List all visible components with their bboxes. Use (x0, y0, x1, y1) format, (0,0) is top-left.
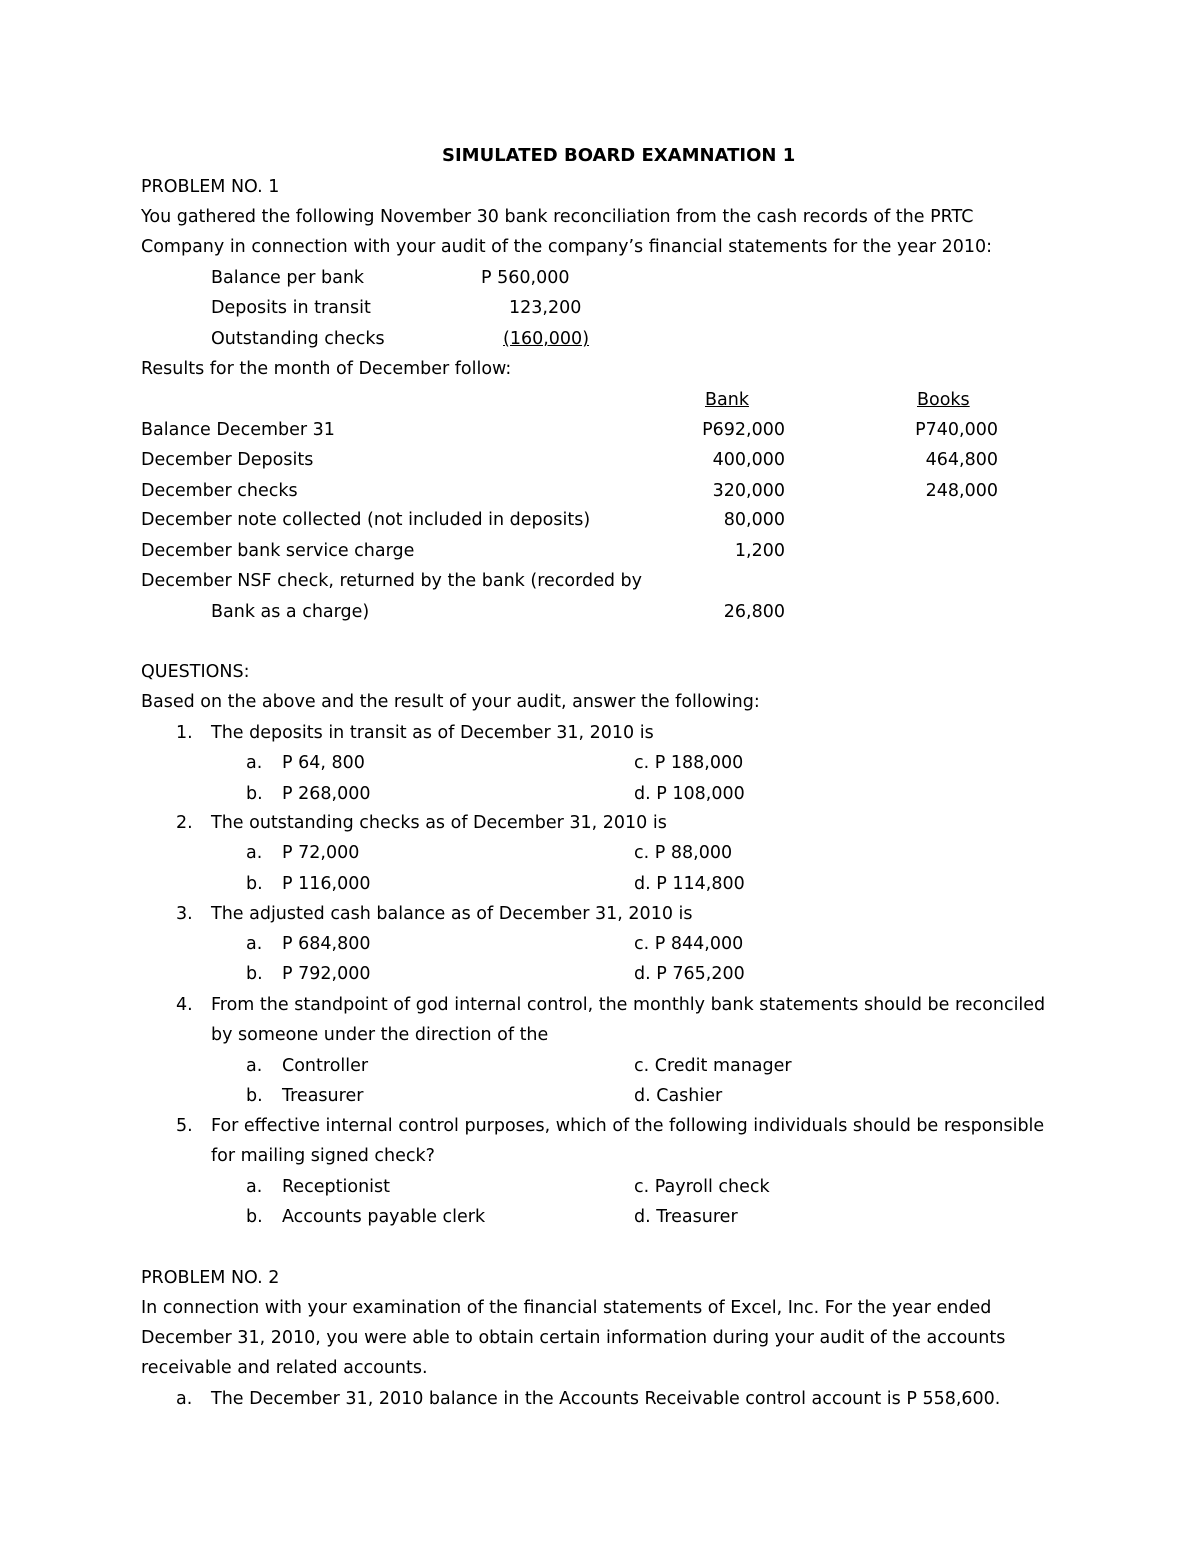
choice-c: c. P 844,000 (634, 934, 744, 954)
recon-value: (160,000) (503, 329, 590, 349)
document-title: SIMULATED BOARD EXAMNATION 1 (442, 145, 796, 166)
problem2-intro-line: receivable and related accounts. (141, 1358, 428, 1378)
recon-value: P 560,000 (481, 268, 570, 288)
question-text: For effective internal control purposes, which of the following individuals should be responsible (211, 1116, 1045, 1136)
results-row-label: December NSF check, returned by the bank (recorded by (141, 571, 643, 591)
recon-label: Outstanding checks (211, 329, 385, 349)
choice-b: P 792,000 (282, 964, 371, 984)
question-number: 3. (176, 904, 193, 924)
choice-a: P 64, 800 (282, 753, 365, 773)
results-row-label: December Deposits (141, 450, 314, 470)
col-header-books: Books (917, 390, 970, 410)
question-number: 1. (176, 723, 193, 743)
question-number: 4. (176, 995, 193, 1015)
choice-a: Controller (282, 1056, 369, 1076)
results-row-bank: 400,000 (712, 450, 785, 470)
choice-letter: b. (246, 1207, 263, 1227)
problem2-item-letter: a. (176, 1389, 193, 1409)
question-text: The adjusted cash balance as of December 31, 2010 is (211, 904, 693, 924)
choice-letter: b. (246, 964, 263, 984)
choice-a: P 72,000 (282, 843, 360, 863)
results-row-label: December bank service charge (141, 541, 415, 561)
results-row-label: December checks (141, 481, 298, 501)
results-row-books: 464,800 (925, 450, 998, 470)
question-number: 2. (176, 813, 193, 833)
question-text: The outstanding checks as of December 31, 2010 is (211, 813, 667, 833)
questions-intro: Based on the above and the result of your audit, answer the following: (141, 692, 760, 712)
choice-letter: a. (246, 1056, 263, 1076)
choice-letter: a. (246, 753, 263, 773)
question-text: The deposits in transit as of December 31, 2010 is (211, 723, 654, 743)
results-row-label: December note collected (not included in deposits) (141, 510, 591, 530)
results-row-label: Bank as a charge) (211, 602, 370, 622)
problem2-item-a: The December 31, 2010 balance in the Accounts Receivable control account is P 558,600. (211, 1389, 1001, 1409)
results-row-bank: 26,800 (723, 602, 785, 622)
choice-b: P 116,000 (282, 874, 371, 894)
choice-b: Treasurer (282, 1086, 364, 1106)
results-row-bank: 1,200 (734, 541, 785, 561)
choice-letter: b. (246, 784, 263, 804)
choice-d: d. Treasurer (634, 1207, 738, 1227)
choice-c: c. Credit manager (634, 1056, 792, 1076)
choice-d: d. P 108,000 (634, 784, 745, 804)
results-row-bank: 320,000 (712, 481, 785, 501)
choice-d: d. P 114,800 (634, 874, 745, 894)
question-number: 5. (176, 1116, 193, 1136)
choice-letter: b. (246, 874, 263, 894)
choice-a: P 684,800 (282, 934, 371, 954)
results-row-bank: 80,000 (723, 510, 785, 530)
results-row-books: 248,000 (925, 481, 998, 501)
recon-value: 123,200 (509, 298, 582, 318)
results-row-books: P740,000 (915, 420, 998, 440)
problem2-heading: PROBLEM NO. 2 (141, 1268, 280, 1288)
question-text: From the standpoint of god internal control, the monthly bank statements should be reconciled (211, 995, 1046, 1015)
problem2-intro-line: In connection with your examination of the financial statements of Excel, Inc. For the year ended (141, 1298, 992, 1318)
choice-letter: a. (246, 1177, 263, 1197)
choice-d: d. P 765,200 (634, 964, 745, 984)
questions-heading: QUESTIONS: (141, 662, 250, 682)
choice-b: Accounts payable clerk (282, 1207, 486, 1227)
choice-letter: b. (246, 1086, 263, 1106)
question-text: for mailing signed check? (211, 1146, 435, 1166)
problem1-heading: PROBLEM NO. 1 (141, 177, 280, 197)
problem1-intro-line: Company in connection with your audit of the company’s financial statements for the year 2010: (141, 237, 993, 257)
question-text: by someone under the direction of the (211, 1025, 549, 1045)
recon-label: Deposits in transit (211, 298, 371, 318)
choice-c: c. P 88,000 (634, 843, 733, 863)
choice-c: c. Payroll check (634, 1177, 770, 1197)
choice-a: Receptionist (282, 1177, 390, 1197)
col-header-bank: Bank (705, 390, 749, 410)
choice-b: P 268,000 (282, 784, 371, 804)
choice-d: d. Cashier (634, 1086, 723, 1106)
choice-c: c. P 188,000 (634, 753, 744, 773)
choice-letter: a. (246, 843, 263, 863)
problem2-intro-line: December 31, 2010, you were able to obtain certain information during your audit of the accounts (141, 1328, 1006, 1348)
results-row-bank: P692,000 (702, 420, 785, 440)
choice-letter: a. (246, 934, 263, 954)
results-row-label: Balance December 31 (141, 420, 335, 440)
problem1-intro-line: You gathered the following November 30 bank reconciliation from the cash records of the PRTC (141, 207, 974, 227)
recon-label: Balance per bank (211, 268, 365, 288)
results-intro: Results for the month of December follow: (141, 359, 512, 379)
